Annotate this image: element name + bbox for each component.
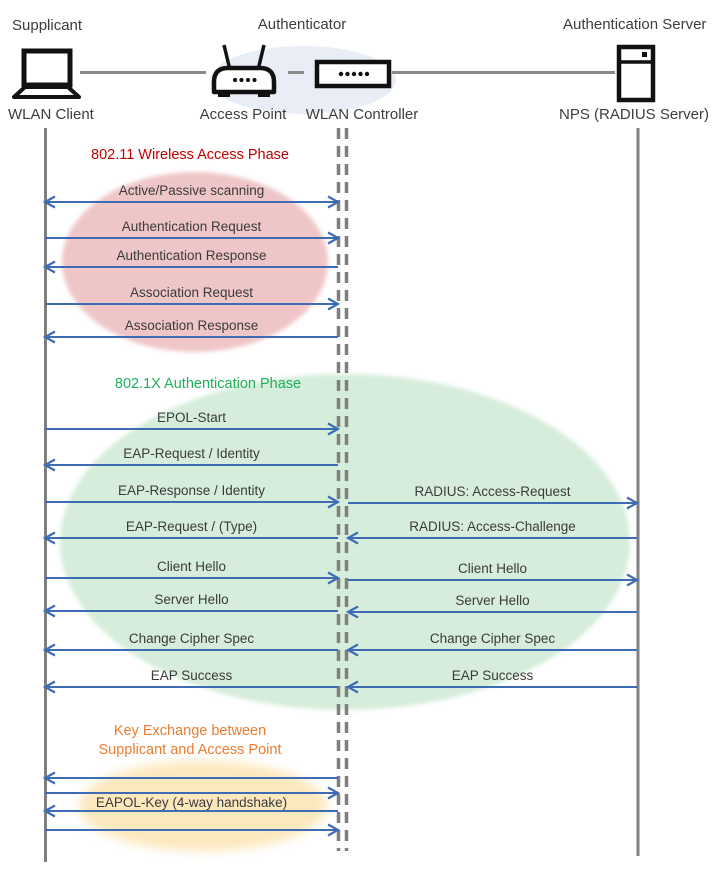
actor-role-authentication-server: Authentication Server (563, 16, 707, 33)
message-label: Active/Passive scanning (118, 183, 265, 198)
device-label-nps-radius-server: NPS (RADIUS Server) (558, 106, 710, 123)
message-label: EAP-Request / Identity (123, 446, 260, 461)
connector-line-right (392, 71, 615, 74)
server-icon (615, 44, 659, 109)
device-label-wlan-controller: WLAN Controller (305, 106, 419, 123)
access-point-icon (206, 42, 282, 105)
laptop-icon (8, 47, 84, 108)
message-label: Server Hello (455, 593, 530, 608)
message-label: Authentication Request (121, 219, 262, 234)
actor-role-authenticator: Authenticator (257, 16, 347, 33)
message-label: EAPOL-Key (4-way handshake) (95, 795, 288, 810)
wireless-access-phase-ellipse (62, 172, 328, 352)
key-exchange-phase-ellipse (79, 761, 327, 851)
message-label: Server Hello (154, 592, 229, 607)
message-label: EPOL-Start (156, 410, 227, 425)
actor-role-supplicant: Supplicant (12, 17, 83, 34)
message-label: Change Cipher Spec (128, 631, 255, 646)
wlan-controller-icon (314, 59, 392, 94)
message-label: EAP-Response / Identity (117, 483, 266, 498)
message-label: EAP Success (451, 668, 534, 683)
message-label: Association Request (129, 285, 254, 300)
message-label: EAP Success (150, 668, 233, 683)
message-label: Client Hello (156, 559, 227, 574)
key-exchange-phase-title: Key Exchange between Supplicant and Access Point (98, 723, 282, 758)
message-label: RADIUS: Access-Request (414, 484, 571, 499)
message-label: Association Response (124, 318, 259, 333)
8021x-authentication-phase-title: 802.1X Authentication Phase (114, 376, 302, 392)
message-label: RADIUS: Access-Challenge (409, 519, 576, 534)
device-label-wlan-client: WLAN Client (8, 106, 94, 123)
message-label: Change Cipher Spec (429, 631, 556, 646)
wireless-access-phase-title: 802.11 Wireless Access Phase (91, 147, 289, 163)
device-label-access-point: Access Point (199, 106, 287, 123)
message-label: Authentication Response (116, 248, 267, 263)
message-label: Client Hello (457, 561, 528, 576)
connector-line-middle (288, 71, 304, 74)
8021x-authentication-phase-ellipse (60, 374, 630, 710)
connector-line-left (80, 71, 206, 74)
message-label: EAP-Request / (Type) (125, 519, 258, 534)
